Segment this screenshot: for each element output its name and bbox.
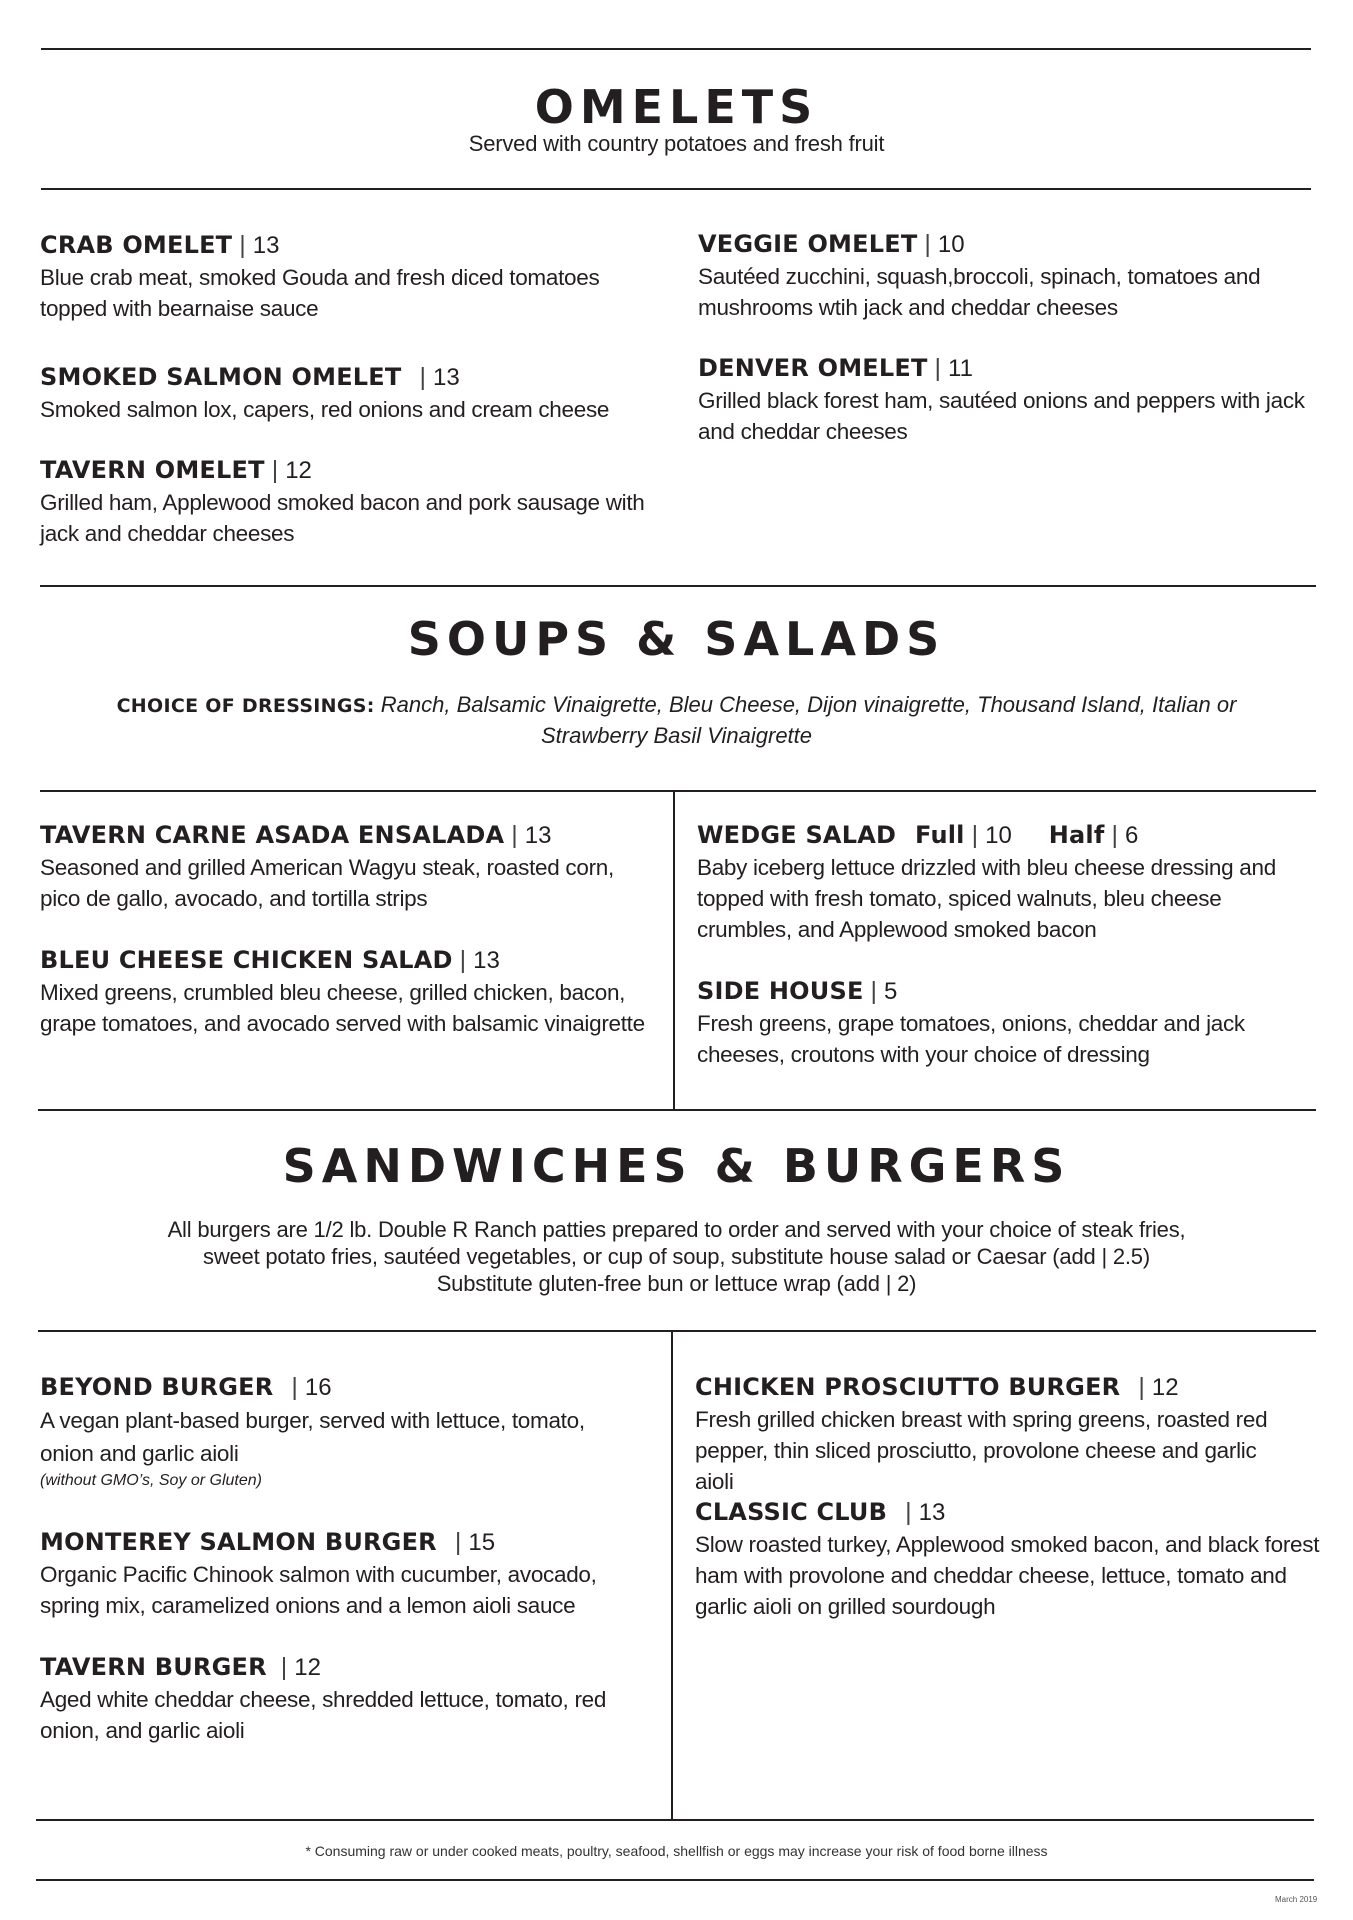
menu-item-tavern-omelet: TAVERN OMELET | 12 Grilled ham, Applewood smoked bacon and pork sausage with jack and cheddar cheeses	[40, 454, 670, 549]
sandwiches-title: SANDWICHES & BURGERS	[282, 1139, 1071, 1193]
item-name: TAVERN CARNE ASADA ENSALADA	[40, 821, 505, 849]
footer-bottom-divider	[36, 1879, 1314, 1881]
soups-divider	[40, 790, 1316, 792]
menu-item-veggie-omelet: VEGGIE OMELET | 10 Sautéed zucchini, squash,broccoli, spinach, tomatoes and mushrooms wtih jack and cheddar cheeses	[698, 228, 1318, 323]
soups-top-divider	[40, 585, 1316, 587]
omelets-divider	[41, 188, 1311, 190]
item-price: 13	[473, 947, 500, 974]
sandwiches-top-divider	[38, 1109, 1316, 1111]
item-name: VEGGIE OMELET	[698, 230, 918, 258]
item-price: 12	[285, 457, 312, 484]
top-divider	[41, 48, 1311, 50]
item-price: 13	[252, 232, 280, 259]
item-description: Slow roasted turkey, Applewood smoked bacon, and black forest ham with provolone and cheddar cheese, lettuce, tomato and garlic aioli on grilled sourdough	[695, 1532, 1320, 1619]
sandwiches-intro-line-1: All burgers are 1/2 lb. Double R Ranch patties prepared to order and served with your choice of steak fries,	[167, 1217, 1186, 1242]
item-price: 13	[524, 822, 552, 849]
item-price: 13	[918, 1499, 946, 1526]
menu-item-tavern-burger: TAVERN BURGER | 12 Aged white cheddar cheese, shredded lettuce, tomato, red onion, and garlic aioli	[40, 1651, 660, 1746]
menu-item-carne-asada-ensalada: TAVERN CARNE ASADA ENSALADA | 13 Seasoned and grilled American Wagyu steak, roasted corn, pico de gallo, avocado, and tortilla strips	[40, 819, 670, 914]
menu-item-monterey-salmon-burger: MONTEREY SALMON BURGER | 15 Organic Pacific Chinook salmon with cucumber, avocado, spring mix, caramelized onions and a lemon aioli sauce	[40, 1526, 660, 1621]
item-description: Grilled ham, Applewood smoked bacon and pork sausage with jack and cheddar cheeses	[40, 490, 645, 546]
menu-item-chicken-prosciutto-burger: CHICKEN PROSCIUTTO BURGER | 12 Fresh grilled chicken breast with spring greens, roasted red pepper, thin sliced prosciutto, provolone cheese and garlic aioli	[695, 1371, 1335, 1497]
item-name: SIDE HOUSE	[697, 977, 864, 1005]
item-name: BLEU CHEESE CHICKEN SALAD	[40, 946, 453, 974]
item-description: Seasoned and grilled American Wagyu steak, roasted corn, pico de gallo, avocado, and tortilla strips	[40, 855, 614, 911]
sandwiches-intro-line-3: Substitute gluten-free bun or lettuce wrap (add | 2)	[436, 1271, 917, 1296]
footer-top-divider	[36, 1819, 1314, 1821]
item-price: 12	[294, 1654, 321, 1681]
item-name: DENVER OMELET	[698, 354, 928, 382]
item-name: MONTEREY SALMON BURGER	[40, 1528, 437, 1556]
item-name: SMOKED SALMON OMELET	[40, 363, 402, 391]
item-description: Grilled black forest ham, sautéed onions and peppers with jack and cheddar cheeses	[698, 388, 1305, 444]
food-safety-disclaimer: * Consuming raw or under cooked meats, poultry, seafood, shellfish or eggs may increase your risk of food borne illness	[305, 1843, 1048, 1859]
item-name: TAVERN OMELET	[40, 456, 265, 484]
item-description: Aged white cheddar cheese, shredded lettuce, tomato, red onion, and garlic aioli	[40, 1687, 607, 1743]
item-description: Sautéed zucchini, squash,broccoli, spinach, tomatoes and mushrooms wtih jack and cheddar cheeses	[698, 264, 1261, 320]
menu-item-denver-omelet: DENVER OMELET | 11 Grilled black forest ham, sautéed onions and peppers with jack and cheddar cheeses	[698, 352, 1318, 447]
menu-item-classic-club: CLASSIC CLUB | 13 Slow roasted turkey, Applewood smoked bacon, and black forest ham with provolone and cheddar cheese, lettuce, tomato and garlic aioli on grilled sourdough	[695, 1496, 1335, 1622]
sandwiches-divider	[38, 1330, 1316, 1332]
dressings-note	[100, 690, 1253, 751]
item-name: CHICKEN PROSCIUTTO BURGER	[695, 1373, 1121, 1401]
full-size-price: 10	[985, 822, 1012, 849]
item-name: BEYOND BURGER	[40, 1373, 274, 1401]
item-description: A vegan plant-based burger, served with lettuce, tomato, onion and garlic aioli	[40, 1408, 585, 1466]
sandwiches-intro-line-2: sweet potato fries, sautéed vegetables, or cup of soup, substitute house salad or Caesar (add | 2.5)	[203, 1244, 1150, 1269]
half-size-price: 6	[1125, 822, 1139, 849]
menu-item-smoked-salmon-omelet: SMOKED SALMON OMELET | 13 Smoked salmon lox, capers, red onions and cream cheese	[40, 361, 670, 425]
item-price: 15	[468, 1529, 496, 1556]
item-description: Baby iceberg lettuce drizzled with bleu cheese dressing and topped with fresh tomato, spiced walnuts, bleu cheese crumbles, and Applewood smoked bacon	[697, 855, 1276, 942]
item-name: CLASSIC CLUB	[695, 1498, 888, 1526]
item-price: 13	[432, 364, 460, 391]
item-price: 10	[937, 231, 965, 258]
full-size-label: Full	[915, 821, 965, 849]
item-price: 5	[884, 978, 898, 1005]
soups-title: SOUPS & SALADS	[407, 612, 946, 666]
dressings-list: Ranch, Balsamic Vinaigrette, Bleu Cheese, Dijon vinaigrette, Thousand Island, Italian or Strawberry Basil Vinaigrette	[380, 692, 1237, 748]
item-price: 16	[304, 1374, 332, 1401]
soups-column-divider	[673, 790, 675, 1110]
item-price: 11	[948, 355, 973, 382]
omelets-title: OMELETS	[534, 80, 819, 134]
item-name: TAVERN BURGER	[40, 1653, 267, 1681]
omelets-subtitle: Served with country potatoes and fresh fruit	[468, 131, 885, 156]
menu-item-wedge-salad: WEDGE SALAD Full | 10 Half | 6 Baby iceberg lettuce drizzled with bleu cheese dressing and topped with fresh tomato, spiced walnuts, bleu cheese crumbles, and Applewood smoked bacon	[697, 819, 1327, 945]
dressings-label: CHOICE OF DRESSINGS:	[116, 695, 375, 717]
item-price: 12	[1151, 1374, 1179, 1401]
item-name: WEDGE SALAD	[697, 821, 897, 849]
item-description: Organic Pacific Chinook salmon with cucumber, avocado, spring mix, caramelized onions and a lemon aioli sauce	[40, 1562, 597, 1618]
item-description: Fresh grilled chicken breast with spring greens, roasted red pepper, thin sliced prosciutto, provolone cheese and garlic aioli	[695, 1407, 1268, 1494]
sandwiches-column-divider	[671, 1330, 673, 1820]
item-description: Fresh greens, grape tomatoes, onions, cheddar and jack cheeses, croutons with your choice of dressing	[697, 1011, 1245, 1067]
menu-item-bleu-cheese-chicken-salad: BLEU CHEESE CHICKEN SALAD | 13 Mixed greens, crumbled bleu cheese, grilled chicken, bacon, grape tomatoes, and avocado served with balsamic vinaigrette	[40, 944, 670, 1039]
item-description: Smoked salmon lox, capers, red onions and cream cheese	[40, 397, 610, 422]
half-size-label: Half	[1048, 821, 1105, 849]
menu-item-beyond-burger: BEYOND BURGER | 16 A vegan plant-based burger, served with lettuce, tomato, onion and garlic aioli (without GMO’s, Soy or Gluten)	[40, 1371, 660, 1492]
item-name: CRAB OMELET	[40, 231, 233, 259]
item-description: Mixed greens, crumbled bleu cheese, grilled chicken, bacon, grape tomatoes, and avocado served with balsamic vinaigrette	[40, 980, 645, 1036]
item-description: Blue crab meat, smoked Gouda and fresh diced tomatoes topped with bearnaise sauce	[40, 265, 600, 321]
menu-item-crab-omelet: CRAB OMELET | 13 Blue crab meat, smoked Gouda and fresh diced tomatoes topped with bearnaise sauce	[40, 229, 670, 324]
menu-item-side-house: SIDE HOUSE | 5 Fresh greens, grape tomatoes, onions, cheddar and jack cheeses, croutons with your choice of dressing	[697, 975, 1327, 1070]
print-date: March 2019	[1275, 1895, 1318, 1904]
item-note: (without GMO’s, Soy or Gluten)	[40, 1472, 262, 1489]
